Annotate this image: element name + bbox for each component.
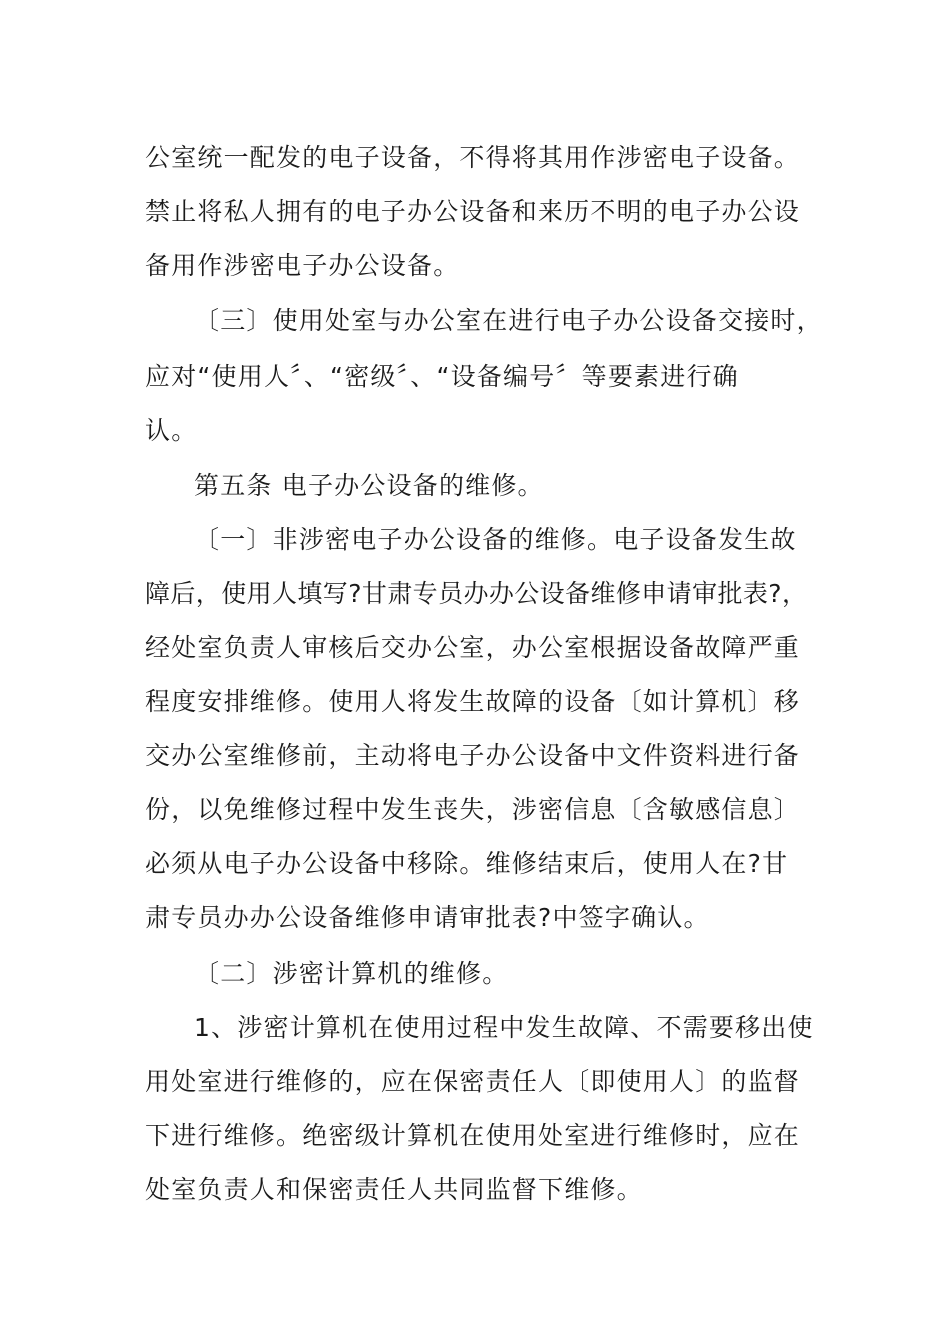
text-line: 障后，使用人填写?甘肃专员办办公设备维修申请审批表?，: [145, 579, 808, 608]
section-heading: 第五条 电子办公设备的维修。: [194, 471, 544, 500]
text-line: 公室统一配发的电子设备，不得将其用作涉密电子设备。: [145, 143, 801, 172]
text-line: 〔一〕非涉密电子办公设备的维修。电子设备发生故: [194, 525, 797, 554]
text-line: 程度安排维修。使用人将发生故障的设备〔如计算机〕移: [145, 687, 801, 716]
text-line: 份，以免维修过程中发生丧失，涉密信息〔含敏感信息〕: [145, 795, 801, 824]
text-line: 备用作涉密电子办公设备。: [145, 251, 460, 280]
text-line: 必须从电子办公设备中移除。维修结束后，使用人在?甘: [145, 849, 789, 878]
text-line: 禁止将私人拥有的电子办公设备和来历不明的电子办公设: [145, 197, 801, 226]
text-line: 用处室进行维修的，应在保密责任人〔即使用人〕的监督: [145, 1067, 801, 1096]
text-line: 处室负责人和保密责任人共同监督下维修。: [145, 1175, 643, 1204]
text-line: 〔三〕使用处室与办公室在进行电子办公设备交接时，: [194, 306, 823, 335]
text-line: 1、涉密计算机在使用过程中发生故障、不需要移出使: [194, 1013, 814, 1042]
text-line: 〔二〕涉密计算机的维修。: [194, 959, 509, 988]
text-line: 经处室负责人审核后交办公室，办公室根据设备故障严重: [145, 633, 801, 662]
text-line: 交办公室维修前，主动将电子办公设备中文件资料进行备: [145, 741, 801, 770]
text-line: 应对“使用人〞、“密级〞、“设备编号〞等要素进行确: [145, 362, 739, 391]
text-line: 认。: [145, 416, 198, 445]
text-line: 肃专员办办公设备维修申请审批表?中签字确认。: [145, 903, 710, 932]
text-line: 下进行维修。绝密级计算机在使用处室进行维修时，应在: [145, 1121, 801, 1150]
